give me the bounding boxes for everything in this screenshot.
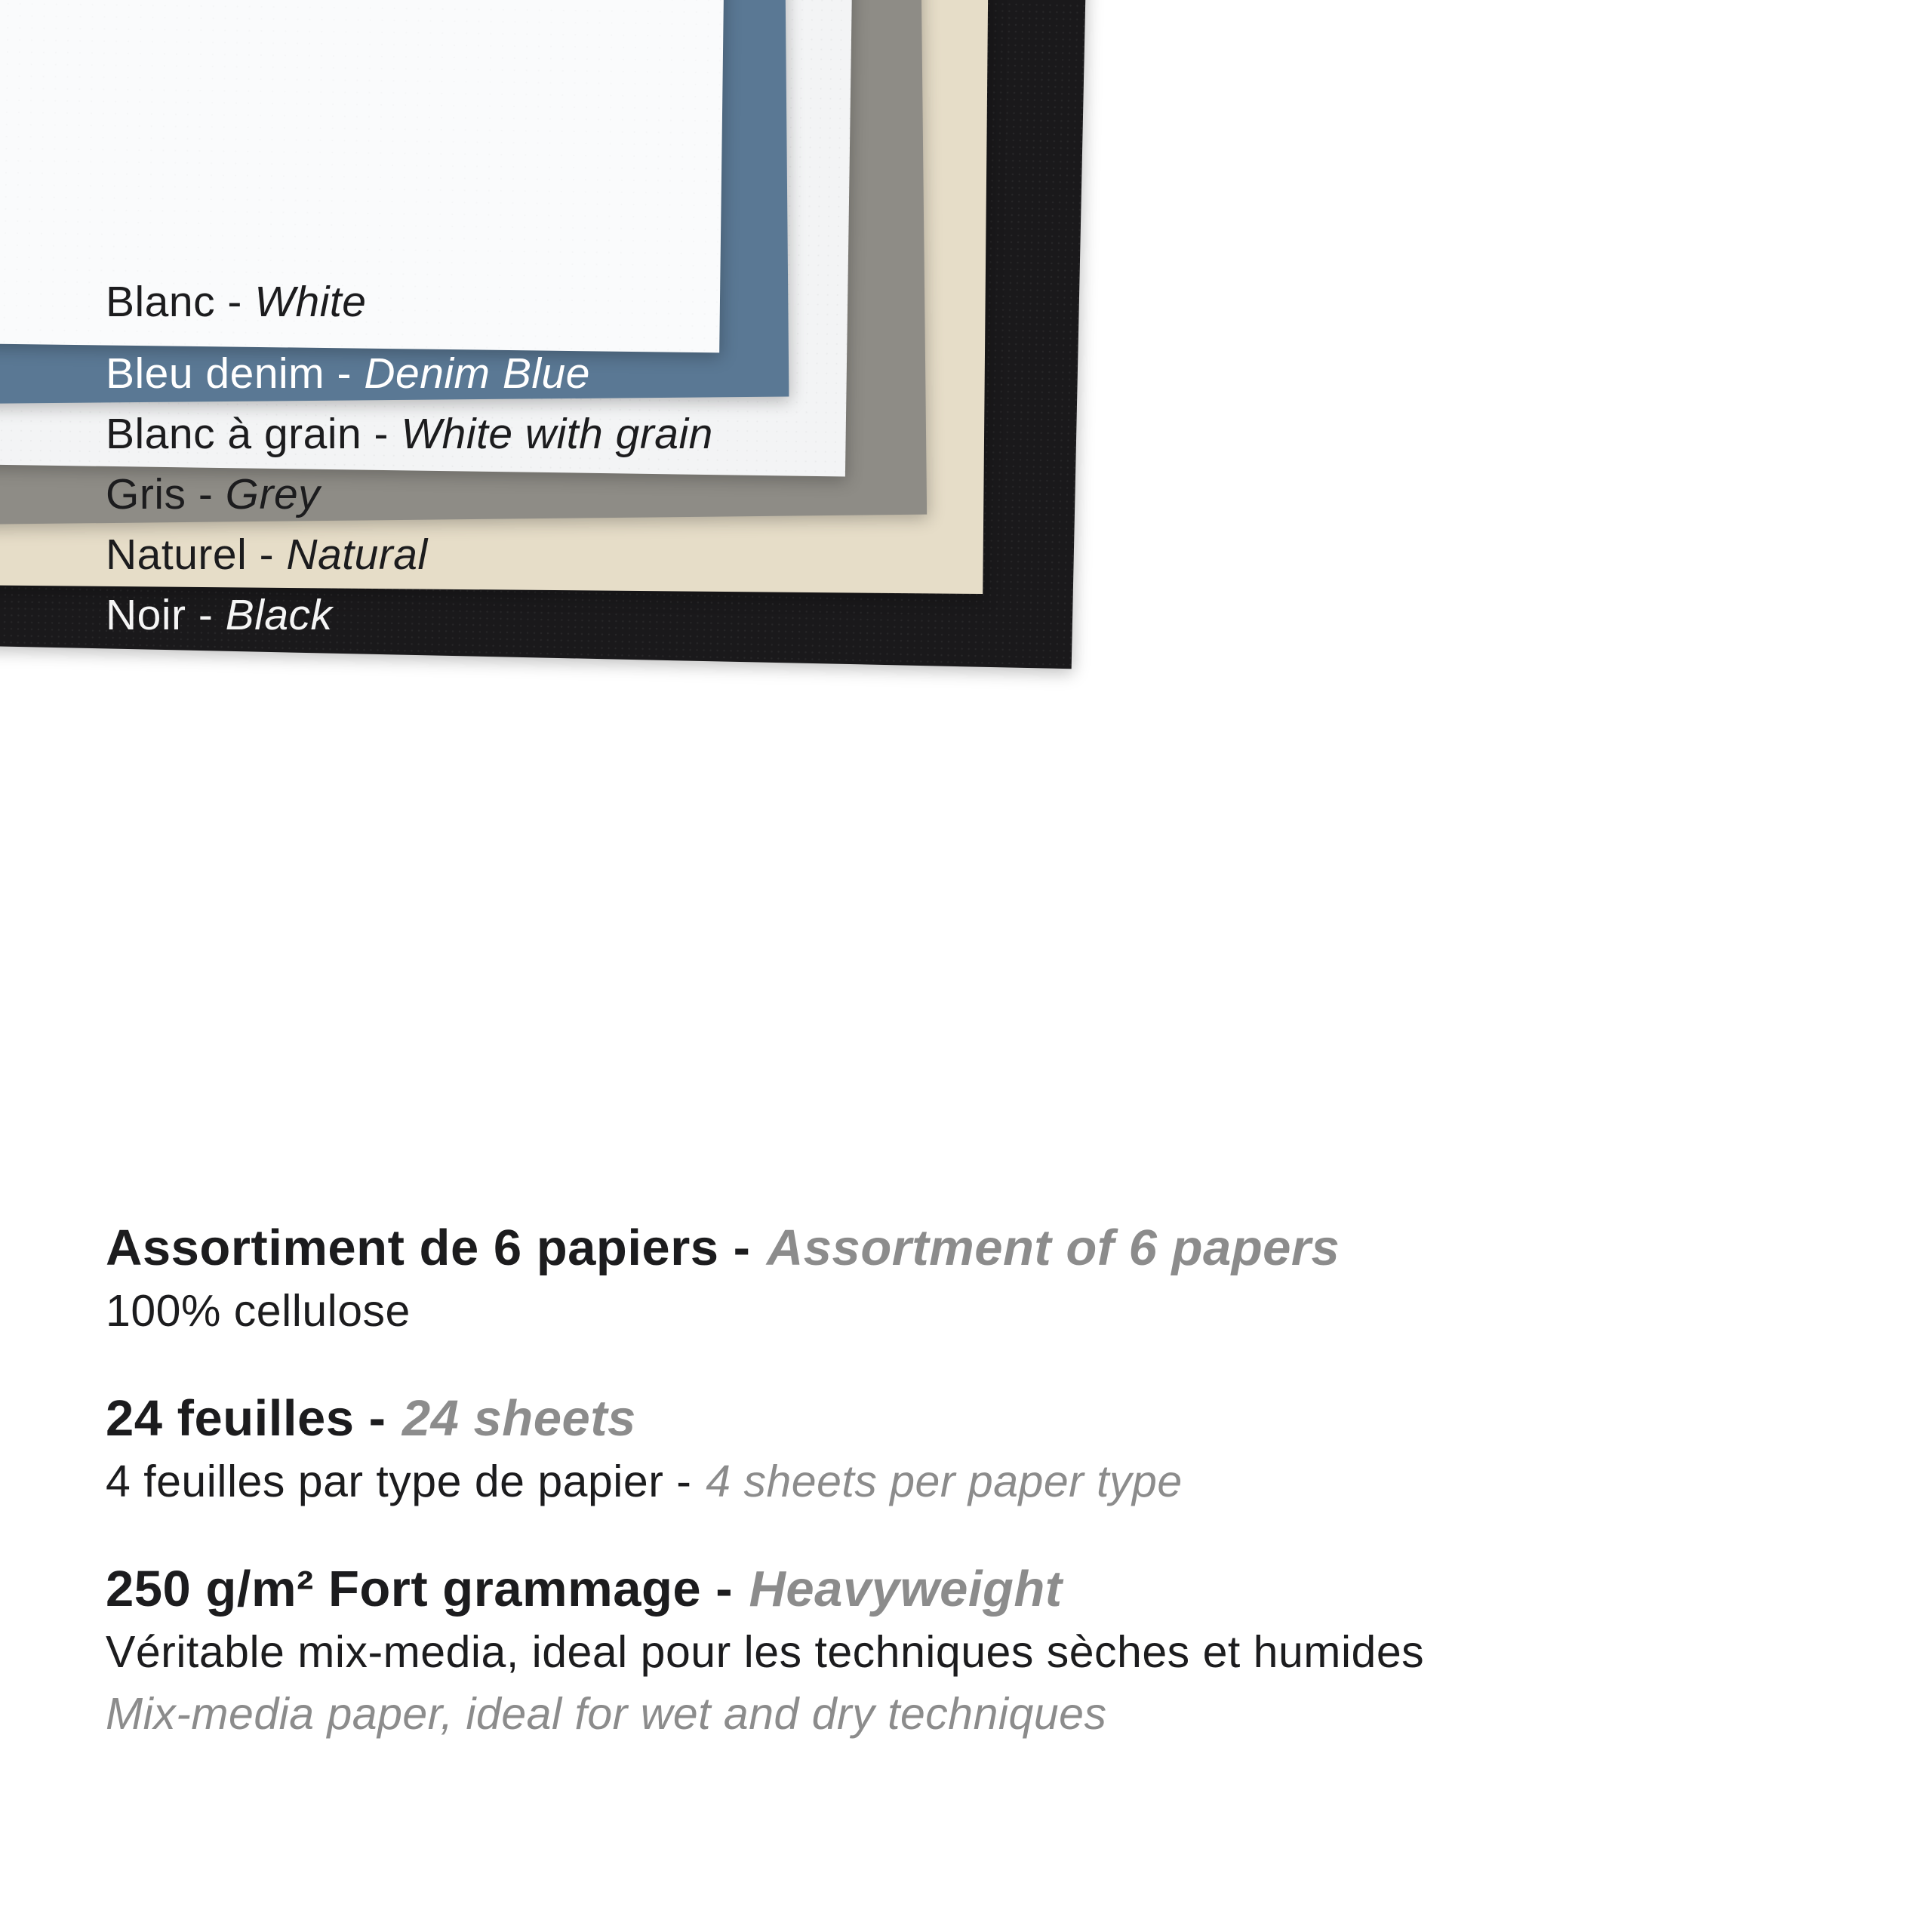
label-separator: - xyxy=(325,349,365,398)
paper-label-denim-blue xyxy=(106,349,590,398)
spec-assortment-fr: Assortiment de 6 papiers - xyxy=(106,1220,751,1276)
spec-cellulose: 100% cellulose xyxy=(106,1286,411,1336)
label-separator: - xyxy=(361,410,401,458)
paper-name-en: White xyxy=(254,278,367,326)
paper-name-fr: Bleu denim xyxy=(106,349,325,398)
paper-label-white xyxy=(106,278,366,326)
paper-name-en: Denim Blue xyxy=(364,349,590,398)
label-separator: - xyxy=(215,278,255,326)
paper-name-fr: Gris xyxy=(106,470,186,518)
paper-label-natural xyxy=(106,531,428,579)
paper-name-en: Grey xyxy=(225,470,321,518)
spec-weight-fr: 250 g/m² Fort grammage - xyxy=(106,1561,734,1617)
spec-sheets-fr: 24 feuilles - xyxy=(106,1390,386,1447)
spec-weight-heading xyxy=(106,1558,1872,1621)
paper-name-fr: Blanc xyxy=(106,278,216,326)
label-separator: - xyxy=(247,531,287,579)
paper-name-fr: Blanc à grain xyxy=(106,410,362,458)
spec-assortment-en: Assortment of 6 papers xyxy=(766,1220,1340,1276)
spec-sheets-en: 24 sheets xyxy=(401,1390,636,1447)
paper-name-en: White with grain xyxy=(401,410,713,458)
spec-per-type-en: 4 sheets per paper type xyxy=(706,1457,1183,1506)
spec-mixmedia-en: Mix-media paper, ideal for wet and dry techniques xyxy=(106,1689,1107,1739)
spec-assortment-heading xyxy=(106,1217,1872,1280)
spec-weight-en: Heavyweight xyxy=(749,1561,1063,1617)
paper-name-en: Natural xyxy=(286,531,428,579)
spec-group-weight xyxy=(106,1558,1872,1745)
paper-name-fr: Noir xyxy=(106,591,186,639)
spec-per-type xyxy=(106,1451,1872,1512)
paper-name-fr: Naturel xyxy=(106,531,248,579)
paper-label-grey xyxy=(106,470,320,518)
paper-name-en: Black xyxy=(225,591,333,639)
label-separator: - xyxy=(186,470,226,518)
spec-per-type-fr: 4 feuilles par type de papier - xyxy=(106,1457,692,1506)
spec-mixmedia-fr: Véritable mix-media, ideal pour les techniques sèches et humides xyxy=(106,1627,1425,1677)
spec-group-sheets xyxy=(106,1387,1872,1512)
paper-label-white-with-grain xyxy=(106,410,713,458)
product-specs xyxy=(106,1217,1872,1745)
spec-sheets-heading xyxy=(106,1387,1872,1451)
spec-group-assortment xyxy=(106,1217,1872,1342)
paper-label-black xyxy=(106,591,333,639)
label-separator: - xyxy=(186,591,226,639)
